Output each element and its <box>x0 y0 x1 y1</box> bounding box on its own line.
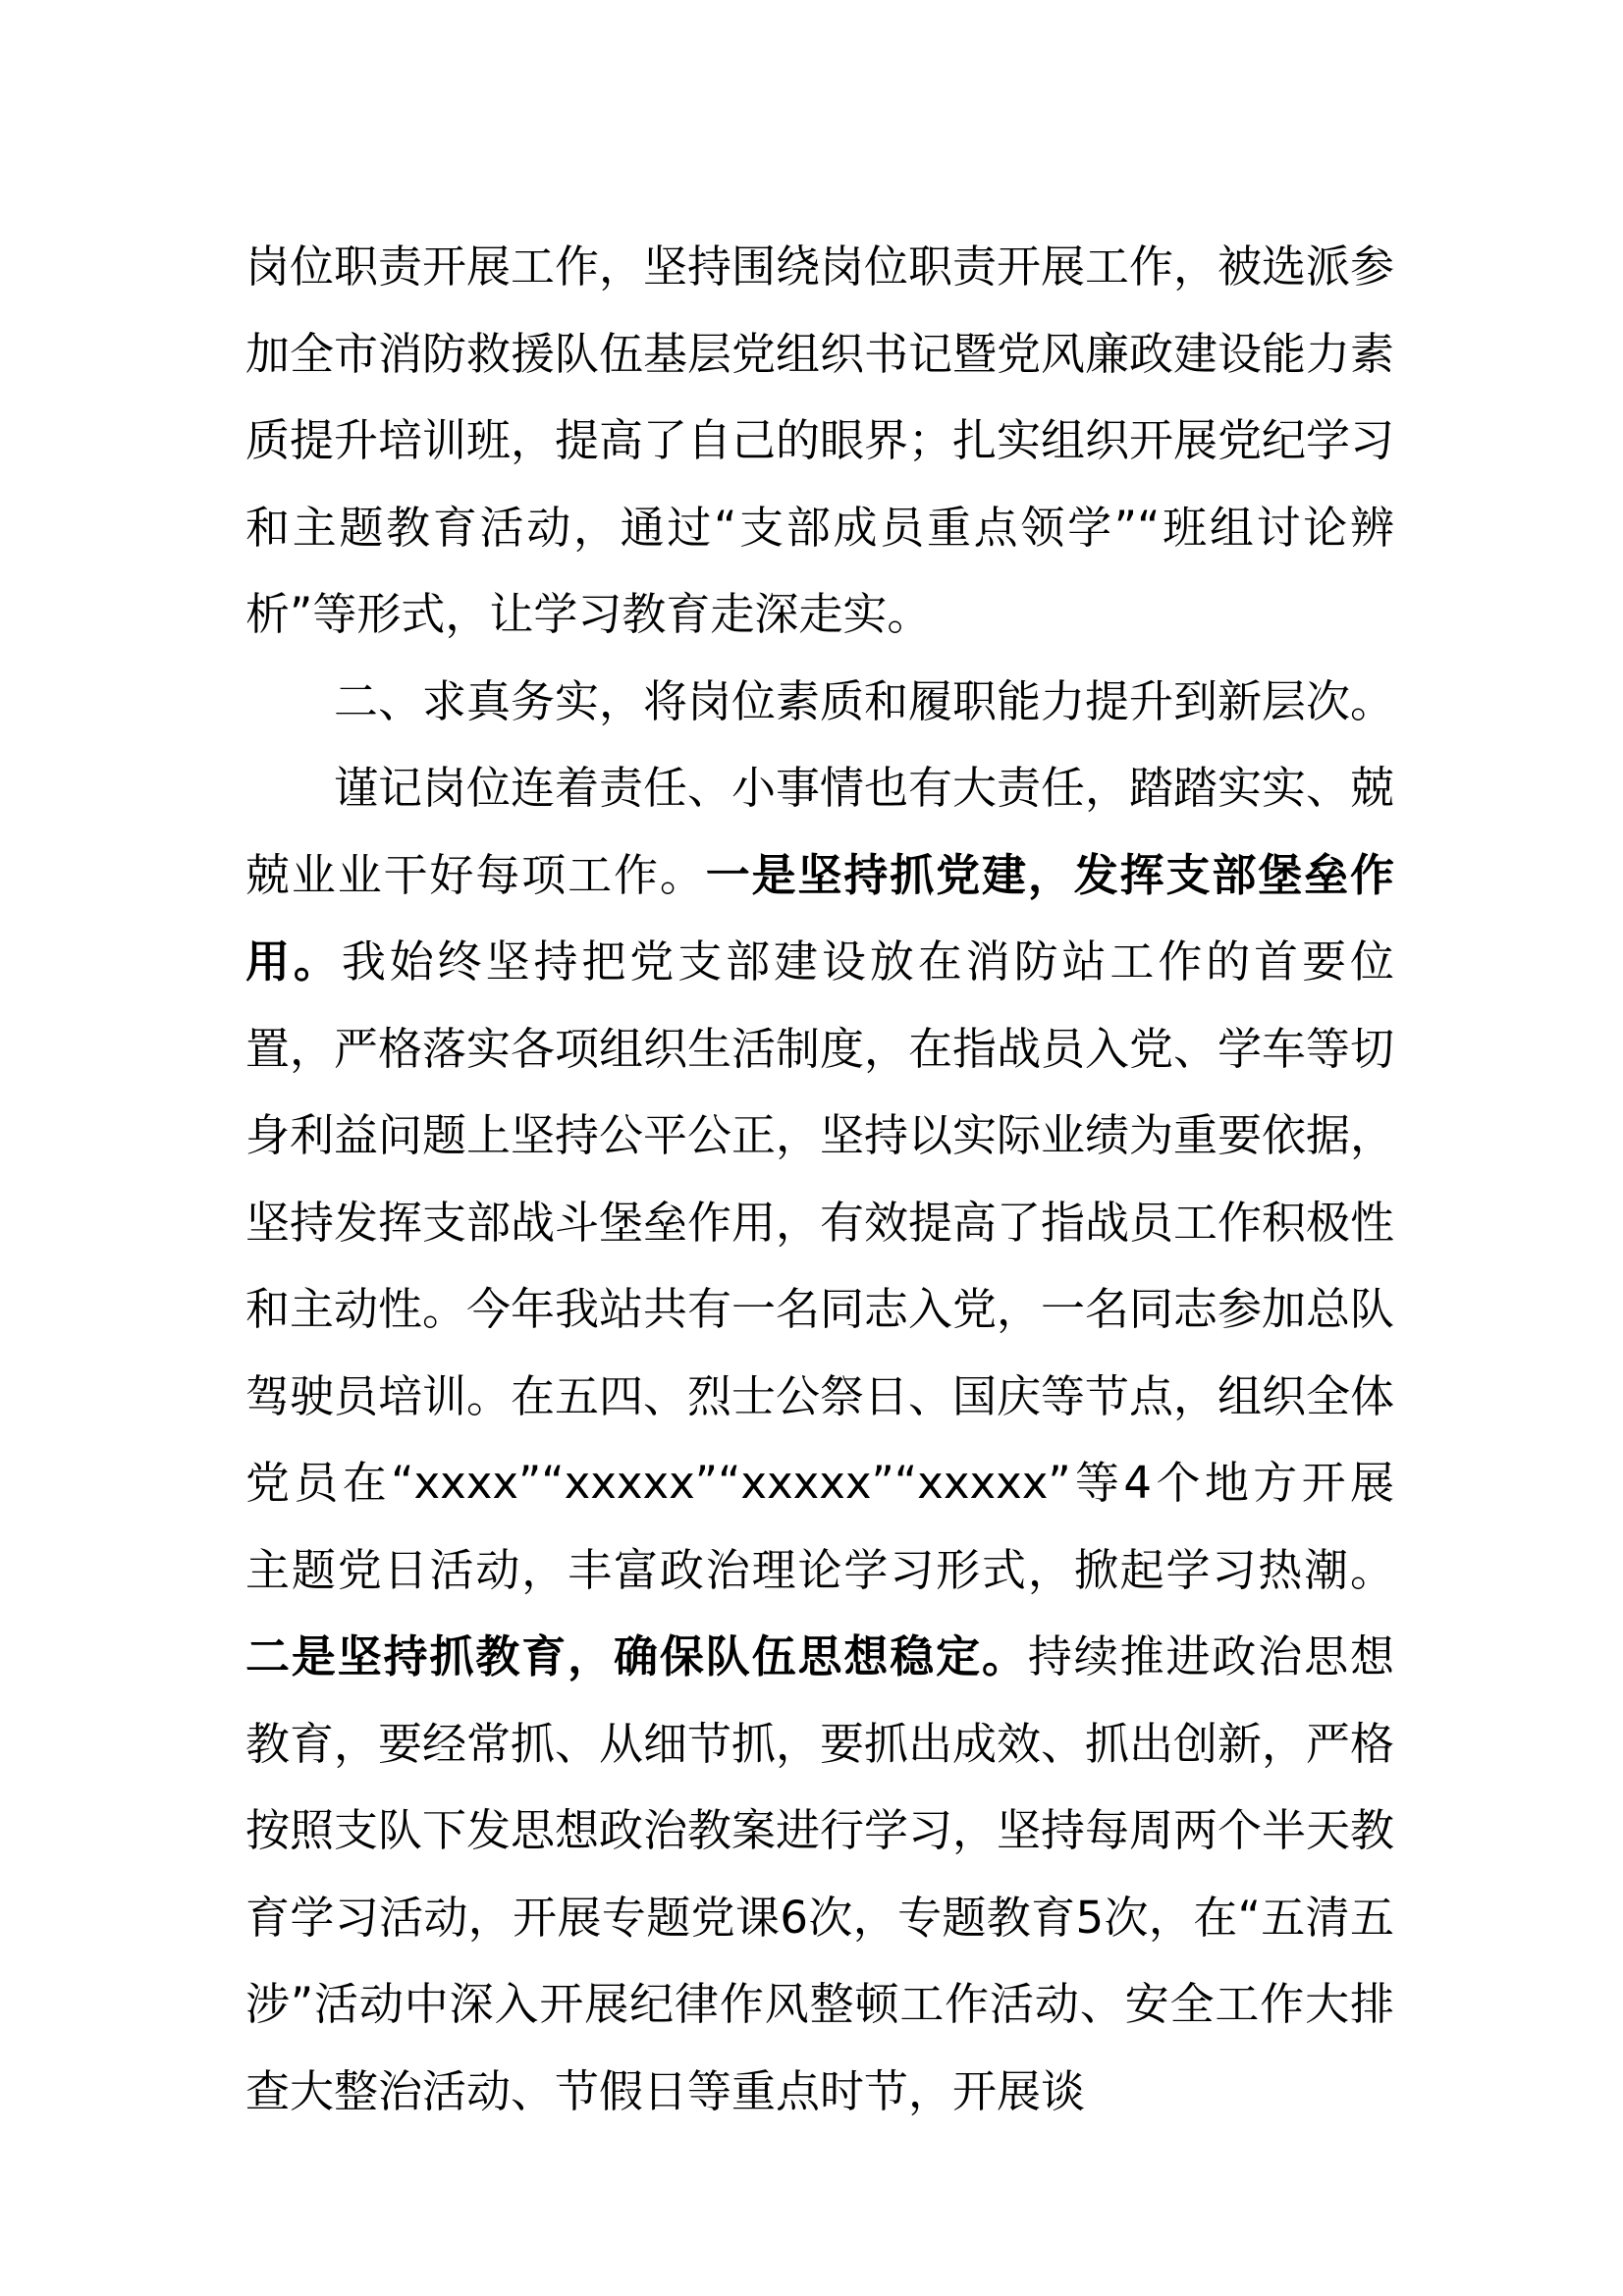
point1-body: 我始终坚持把党支部建设放在消防站工作的首要位置，严格落实各项组织生活制度，在指战员入党、学车等切身利益问题上坚持公平公正，坚持以实际业绩为重要依据，坚持发挥支部战斗堡垒作用，有效提高了指战员工作积极性和主动性。今年我站共有一名同志入党，一名同志参加总队驾驶员培训。在五四、烈士公祭日、国庆等节点，组织全体党员在“xxxx”“xxxxx”“xxxxx”“xxxxx”等4个地方开展主题党日活动，丰富政治理论学习形式，掀起学习热潮。 <box>245 935 1395 1596</box>
section-heading: 二、求真务实，将岗位素质和履职能力提升到新层次。 <box>334 674 1395 727</box>
paragraph-intro: 谨记岗位连着责任、小事情也有大责任，踏踏实实、兢兢业业干好每项工作。 <box>245 762 1395 901</box>
point1-title: 一是坚持抓党建，发挥支部堡垒作用。 <box>245 848 1394 988</box>
paragraph-continuation: 岗位职责开展工作，坚持围绕岗位职责开展工作，被选派参加全市消防救援队伍基层党组织书记暨党风廉政建设能力素质提升培训班，提高了自己的眼界；扎实组织开展党纪学习和主题教育活动，通过“支部成员重点领学”“班组讨论辨析”等形式，让学习教育走深走实。 <box>245 240 1395 640</box>
point2-title: 二是坚持抓教育，确保队伍思想稳定。 <box>245 1630 1028 1682</box>
point2-body: 持续推进政治思想教育，要经常抓、从细节抓，要抓出成效、抓出创新，严格按照支队下发思想政治教案进行学习，坚持每周两个半天教育学习活动，开展专题党课6次，专题教育5次，在“五清五涉”活动中深入开展纪律作风整顿工作活动、安全工作大排查大整治活动、节假日等重点时节，开展谈 <box>245 1630 1395 2117</box>
document-body <box>245 224 1394 2135</box>
paragraph-main <box>245 745 1394 2135</box>
